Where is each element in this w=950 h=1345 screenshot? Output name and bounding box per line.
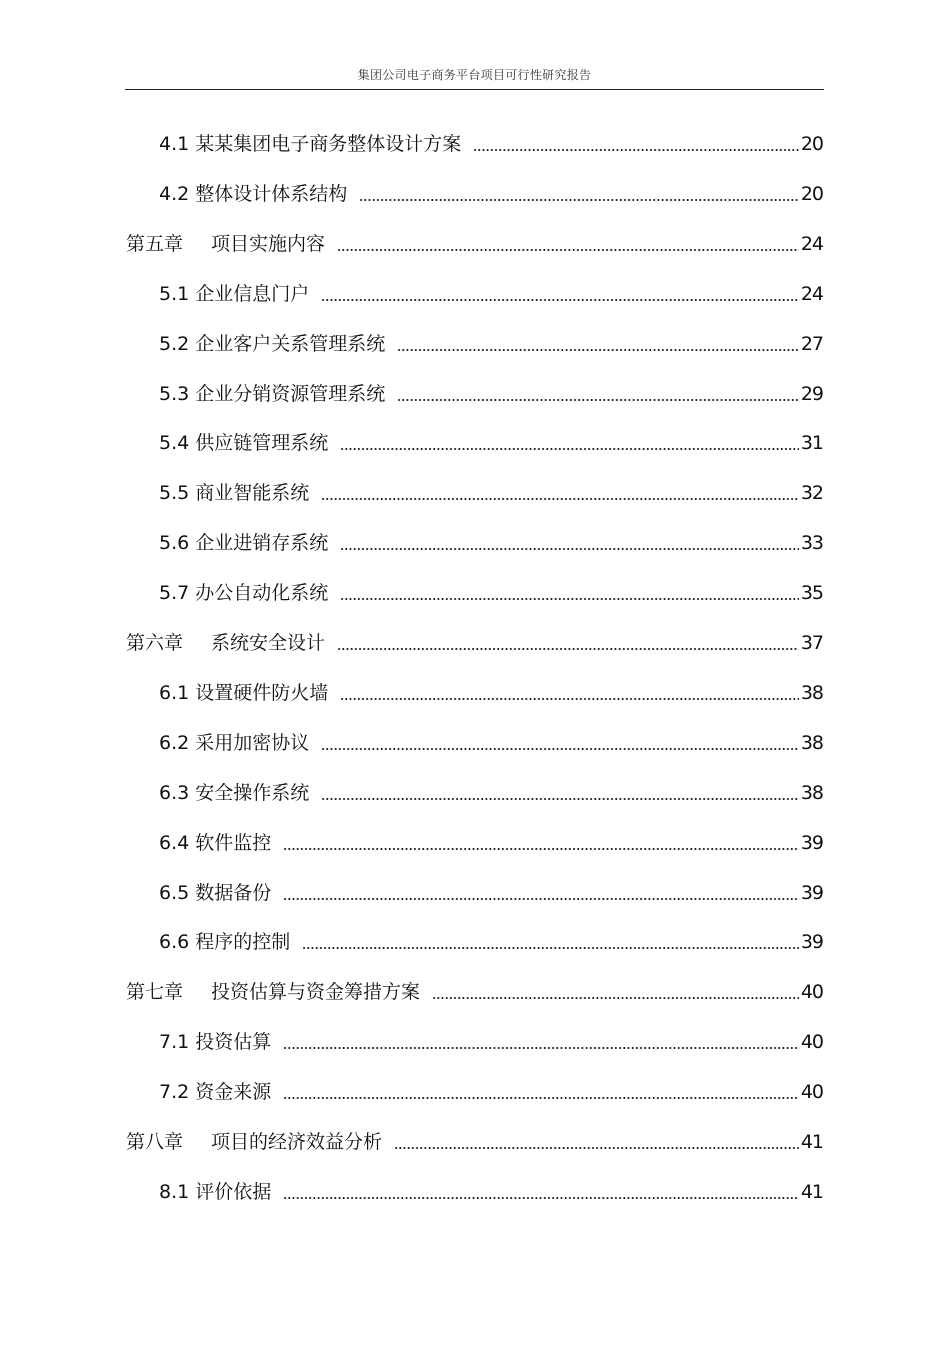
toc-section-number: 5.3	[159, 382, 190, 405]
toc-dot-leader	[337, 249, 799, 251]
toc-section-number: 6.3	[159, 781, 190, 804]
toc-section-entry[interactable]	[159, 331, 823, 357]
toc-page-number: 39	[800, 831, 823, 854]
toc-entry-title: 安全操作系统	[195, 781, 310, 804]
toc-entry-title: 资金来源	[195, 1081, 272, 1104]
toc-section-entry[interactable]	[159, 381, 823, 407]
toc-section-number: 5.5	[159, 482, 190, 505]
toc-section-entry[interactable]	[159, 730, 823, 756]
toc-page-number: 38	[800, 731, 823, 754]
toc-entry-title: 采用加密协议	[195, 731, 310, 754]
toc-dot-leader	[321, 748, 799, 750]
toc-page-number: 37	[800, 632, 823, 654]
toc-section-number: 5.4	[159, 432, 190, 455]
toc-section-number: 5.7	[159, 582, 190, 605]
toc-entry-title: 商业智能系统	[195, 482, 310, 505]
toc-entry-title: 软件监控	[195, 831, 272, 854]
toc-dot-leader	[283, 848, 799, 850]
toc-section-number: 6.6	[159, 931, 190, 954]
toc-section-entry[interactable]	[159, 530, 823, 556]
toc-dot-leader	[340, 598, 799, 600]
toc-chapter-entry[interactable]	[126, 979, 823, 1005]
toc-section-number: 5.1	[159, 282, 190, 305]
page-header-title: 集团公司电子商务平台项目可行性研究报告	[357, 68, 592, 82]
toc-entry-title: 项目的经济效益分析	[211, 1131, 383, 1153]
toc-page-number: 31	[800, 432, 823, 455]
toc-section-number: 5.6	[159, 532, 190, 555]
toc-section-entry[interactable]	[159, 830, 823, 856]
toc-page-number: 35	[800, 582, 823, 605]
toc-section-number: 7.1	[159, 1031, 190, 1054]
toc-page-number: 40	[800, 1081, 823, 1104]
toc-entry-title: 数据备份	[195, 881, 272, 904]
toc-dot-leader	[340, 448, 799, 450]
toc-chapter-label: 第八章	[126, 1131, 184, 1153]
toc-dot-leader	[283, 1097, 799, 1099]
toc-section-number: 6.4	[159, 831, 190, 854]
toc-page-number: 20	[800, 133, 823, 155]
toc-section-number: 4.2	[159, 182, 190, 205]
toc-section-entry[interactable]	[159, 680, 823, 706]
toc-page-number: 39	[800, 931, 823, 954]
toc-chapter-label: 第七章	[126, 981, 184, 1004]
toc-section-entry[interactable]	[159, 1029, 823, 1055]
toc-section-entry[interactable]	[159, 880, 823, 906]
toc-dot-leader	[321, 798, 799, 800]
toc-entry-title: 程序的控制	[195, 931, 291, 954]
toc-section-number: 6.1	[159, 681, 190, 704]
toc-entry-title: 企业客户关系管理系统	[195, 332, 386, 355]
toc-page-number: 39	[800, 881, 823, 904]
toc-section-number: 6.2	[159, 731, 190, 754]
toc-chapter-entry[interactable]	[126, 1129, 823, 1155]
toc-entry-title: 企业进销存系统	[195, 532, 329, 555]
toc-entry-title: 评价依据	[195, 1180, 272, 1203]
toc-page-number: 33	[800, 532, 823, 555]
toc-section-number: 8.1	[159, 1180, 190, 1203]
toc-section-entry[interactable]	[159, 929, 823, 955]
toc-page-number: 20	[800, 182, 823, 205]
toc-dot-leader	[397, 349, 799, 351]
toc-section-entry[interactable]	[159, 281, 823, 307]
toc-entry-title: 供应链管理系统	[195, 432, 329, 455]
toc-page-number: 29	[800, 382, 823, 405]
toc-page-number: 40	[800, 981, 823, 1004]
toc-entry-title: 企业分销资源管理系统	[195, 382, 386, 405]
toc-entry-title: 企业信息门户	[195, 282, 310, 305]
toc-dot-leader	[283, 898, 799, 900]
toc-entry-title: 办公自动化系统	[195, 582, 329, 605]
toc-section-number: 6.5	[159, 881, 190, 904]
toc-chapter-entry[interactable]	[126, 630, 823, 656]
toc-dot-leader	[321, 498, 799, 500]
toc-page-number: 24	[800, 282, 823, 305]
toc-entry-title: 某某集团电子商务整体设计方案	[195, 133, 462, 155]
toc-page-number: 41	[800, 1131, 823, 1153]
toc-dot-leader	[283, 1047, 799, 1049]
toc-page-number: 24	[800, 232, 823, 255]
toc-page-number: 38	[800, 681, 823, 704]
toc-dot-leader	[432, 997, 799, 999]
toc-section-entry[interactable]	[159, 181, 823, 207]
toc-chapter-entry[interactable]	[126, 231, 823, 257]
toc-section-entry[interactable]	[159, 430, 823, 456]
toc-entry-title: 整体设计体系结构	[195, 182, 348, 205]
toc-entry-title: 投资估算	[195, 1031, 272, 1054]
toc-dot-leader	[394, 1147, 799, 1149]
toc-page-number: 40	[800, 1031, 823, 1054]
toc-section-entry[interactable]	[159, 1079, 823, 1105]
toc-dot-leader	[397, 399, 799, 401]
toc-dot-leader	[283, 1197, 799, 1199]
toc-page-number: 38	[800, 781, 823, 804]
toc-section-entry[interactable]	[159, 480, 823, 506]
toc-entry-title: 投资估算与资金筹措方案	[211, 981, 421, 1004]
toc-page-number: 27	[800, 332, 823, 355]
toc-section-entry[interactable]	[159, 580, 823, 606]
toc-dot-leader	[302, 947, 799, 949]
toc-dot-leader	[340, 698, 799, 700]
toc-page-number: 32	[800, 482, 823, 505]
toc-dot-leader	[337, 648, 799, 650]
toc-section-entry[interactable]	[159, 780, 823, 806]
toc-section-number: 4.1	[159, 133, 190, 155]
toc-entry-title: 设置硬件防火墙	[195, 681, 329, 704]
toc-section-number: 7.2	[159, 1081, 190, 1104]
toc-section-entry[interactable]	[159, 131, 823, 157]
toc-dot-leader	[359, 199, 799, 201]
toc-section-number: 5.2	[159, 332, 190, 355]
toc-chapter-label: 第六章	[126, 632, 184, 654]
toc-entry-title: 系统安全设计	[211, 632, 326, 654]
toc-section-entry[interactable]	[159, 1179, 823, 1205]
toc-entry-title: 项目实施内容	[211, 232, 326, 255]
toc-dot-leader	[473, 149, 799, 151]
toc-dot-leader	[340, 548, 799, 550]
toc-chapter-label: 第五章	[126, 232, 184, 255]
toc-page-number: 41	[800, 1180, 823, 1203]
toc-dot-leader	[321, 299, 799, 301]
